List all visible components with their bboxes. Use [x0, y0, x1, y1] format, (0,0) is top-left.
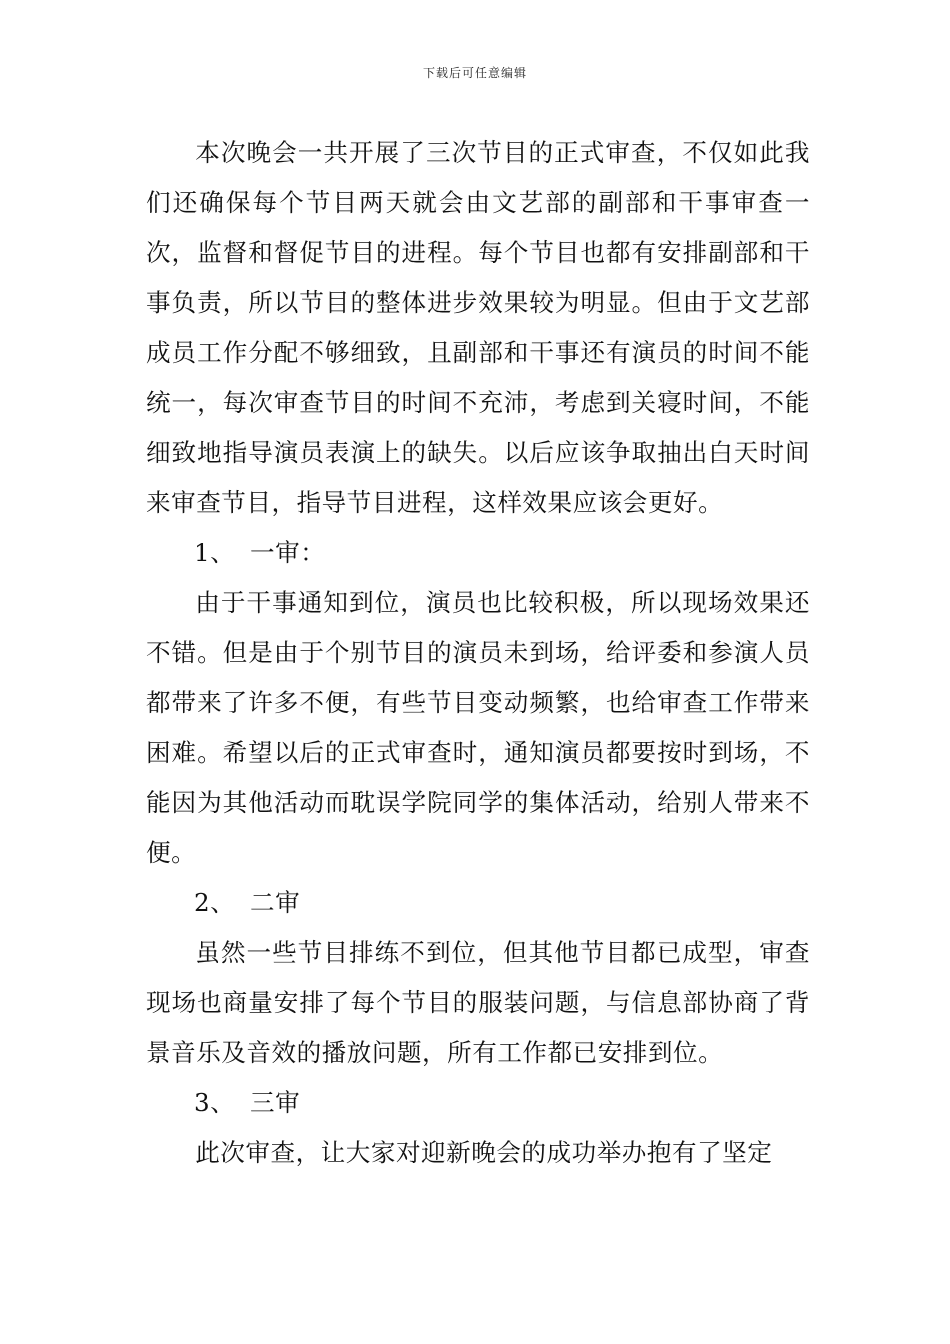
section-number: 3、 — [194, 1088, 236, 1117]
document-body — [146, 128, 810, 1178]
section-heading-second-review — [146, 878, 810, 928]
section-number: 1、 — [194, 538, 236, 567]
paragraph-overview: 本次晚会一共开展了三次节目的正式审查，不仅如此我们还确保每个节目两天就会由文艺部的副部和干事审查一次，监督和督促节目的进程。每个节目也都有安排副部和干事负责，所以节目的整体进步效果较为明显。但由于文艺部成员工作分配不够细致，且副部和干事还有演员的时间不能统一，每次审查节目的时间不充沛，考虑到关寝时间，不能细致地指导演员表演上的缺失。以后应该争取抽出白天时间来审查节目，指导节目进程，这样效果应该会更好。 — [146, 138, 810, 517]
section-heading-third-review — [146, 1078, 810, 1128]
section-title: 三审 — [250, 1088, 301, 1117]
paragraph-second-review: 虽然一些节目排练不到位，但其他节目都已成型，审查现场也商量安排了每个节目的服装问题，与信息部协商了背景音乐及音效的播放问题，所有工作都已安排到位。 — [146, 938, 810, 1067]
section-heading-first-review — [146, 528, 810, 578]
paragraph-first-review: 由于干事通知到位，演员也比较积极，所以现场效果还不错。但是由于个别节目的演员未到场，给评委和参演人员都带来了许多不便，有些节目变动频繁，也给审查工作带来困难。希望以后的正式审查时，通知演员都要按时到场，不能因为其他活动而耽误学院同学的集体活动，给别人带来不便。 — [146, 588, 810, 867]
section-title: 一审： — [250, 538, 326, 567]
page-header: 下载后可任意编辑 — [422, 66, 527, 80]
paragraph-third-review: 此次审查，让大家对迎新晚会的成功举办抱有了坚定 — [195, 1138, 773, 1167]
section-number: 2、 — [194, 888, 236, 917]
section-title: 二审 — [250, 888, 301, 917]
